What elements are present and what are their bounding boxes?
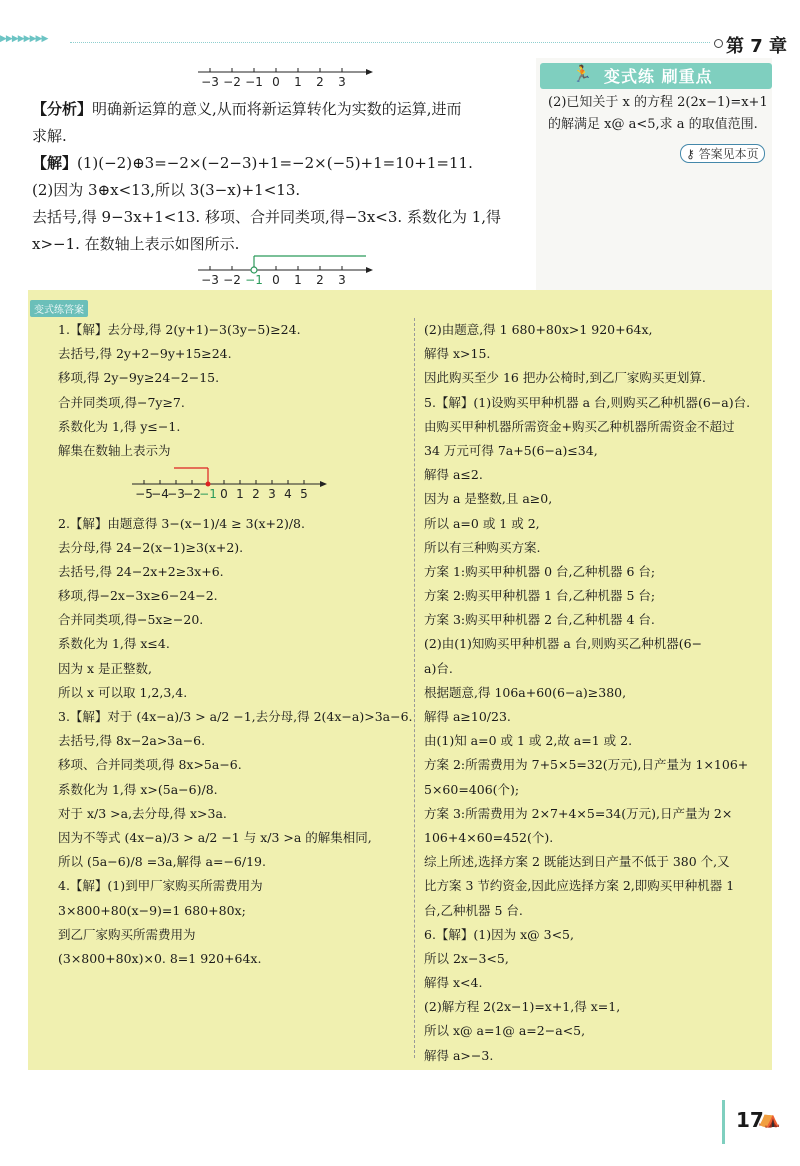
tick-label: −3: [167, 487, 185, 500]
answer-line: 所以有三种购买方案.: [424, 539, 541, 555]
answer-line: 106+4×60=452(个).: [424, 829, 554, 845]
header-arrows-decoration: ▶▶▶▶▶▶▶▶: [0, 34, 48, 44]
answer-line: 综上所述,选择方案 2 既能达到日产量不低于 380 个,又: [424, 854, 730, 870]
tick-label: −5: [135, 487, 153, 500]
answer-line: 方案 3:购买甲种机器 2 台,乙种机器 4 台.: [424, 612, 655, 628]
answer-line: 6.【解】(1)因为 x@ 3<5,: [424, 926, 574, 942]
answer-line: 台,乙种机器 5 台.: [424, 902, 523, 918]
answer-line: 对于 x/3 >a,去分母,得 x>3a.: [58, 805, 227, 821]
answer-line: 解得 a>−3.: [424, 1047, 494, 1063]
exercise-line: (2)已知关于 x 的方程 2(2x−1)=x+1: [548, 95, 768, 110]
answer-line: 3×800+80(x−9)=1 680+80x;: [58, 902, 246, 918]
tick-label: −2: [223, 75, 241, 89]
analysis-line: 求解.: [32, 127, 67, 145]
solution-line: (2)因为 3⊕x<13,所以 3(3−x)+1<13.: [32, 181, 301, 199]
answer-line: 所以 (5a−6)/8 =3a,解得 a=−6/19.: [58, 854, 266, 870]
solution-number-line: [196, 250, 376, 288]
answer-line: 解得 a≥10/23.: [424, 709, 511, 724]
header-dotted-rule: [70, 42, 710, 43]
answer-line: (3×800+80x)×0. 8=1 920+64x.: [58, 950, 262, 966]
answer-line: 去分母,得 24−2(x−1)≥3(x+2).: [58, 539, 244, 555]
answer-line: 方案 3:所需费用为 2×7+4×5=34(万元),日产量为 2×: [424, 805, 733, 821]
answers-left-column: [58, 318, 413, 971]
answer-line: 所以 x@ a=1@ a=2−a<5,: [424, 1023, 586, 1039]
tick-label: 0: [272, 75, 280, 89]
answer-line: 4.【解】(1)到甲厂家购买所需费用为: [58, 878, 263, 894]
axis-arrow-icon: [366, 267, 373, 273]
answer-line: 移项、合并同类项,得 8x>5a−6.: [58, 757, 242, 773]
tick-label: 2: [316, 75, 324, 89]
closed-circle-marker: [206, 482, 211, 487]
answer1-number-line: [130, 460, 330, 504]
tick-label: 2: [316, 273, 324, 284]
answer-line: 2.【解】由题意得 3−(x−1)/4 ≥ 3(x+2)/8.: [58, 515, 305, 531]
exercise-line: 的解满足 x@ a<5,求 a 的取值范围.: [548, 117, 758, 132]
answer-line: 由购买甲种机器所需资金+购买乙种机器所需资金不超过: [424, 418, 735, 434]
answer-line: 解得 x<4.: [424, 975, 483, 991]
answer-line: 因为 a 是整数,且 a≥0,: [424, 491, 553, 507]
tick-label: 2: [252, 487, 260, 500]
tick-label: 4: [284, 487, 292, 500]
tick-label: −1: [199, 487, 217, 500]
page-number-bar: [722, 1100, 725, 1144]
solution-label: 【解】: [32, 154, 78, 172]
key-icon: ⚷: [686, 147, 699, 161]
column-divider: [414, 318, 415, 1058]
answer-line: a)台.: [424, 660, 453, 676]
analysis-label: 【分析】: [32, 100, 93, 118]
answer-line: 3.【解】对于 (4x−a)/3 > a/2 −1,去分母,得 2(4x−a)>3a−6.: [58, 709, 413, 724]
answers-tag: 变式练答案: [30, 300, 88, 317]
answer-line: 移项,得 2y−9y≥24−2−15.: [58, 370, 220, 386]
analysis-block: [32, 96, 532, 258]
answer-line: 合并同类项,得−5x≥−20.: [58, 612, 204, 628]
axis-arrow-icon: [366, 69, 373, 75]
answer-line: 所以 2x−3<5,: [424, 950, 509, 966]
tick-label: 1: [294, 75, 302, 89]
student-figure-icon: 🏃: [572, 64, 592, 83]
answer-line: 系数化为 1,得 x≤4.: [58, 636, 170, 652]
answer-line: 比方案 3 节约资金,因此应选择方案 2,即购买甲种机器 1: [424, 878, 735, 894]
tick-label: 3: [268, 487, 276, 500]
axis-arrow-icon: [320, 481, 327, 487]
answer-line: (2)由题意,得 1 680+80x>1 920+64x,: [424, 322, 653, 337]
solution-line: x>−1. 在数轴上表示如图所示.: [32, 235, 240, 253]
tick-label: −1: [245, 75, 263, 89]
tick-label: 5: [300, 487, 308, 500]
tick-label: −1: [245, 273, 263, 284]
chapter-bullet-icon: [714, 39, 723, 48]
answer-line: (2)由(1)知购买甲种机器 a 台,则购买乙种机器(6−: [424, 636, 703, 652]
answer-line: 因为 x 是正整数,: [58, 660, 152, 676]
answer-line: 方案 1:购买甲种机器 0 台,乙种机器 6 台;: [424, 563, 656, 579]
answer-link-label: 答案见本页: [698, 147, 759, 161]
exercise-question: [548, 92, 772, 136]
answer-line: 移项,得−2x−3x≥6−24−2.: [58, 588, 218, 604]
answer-line: 去括号,得 24−2x+2≥3x+6.: [58, 563, 224, 579]
answer-line: 5.【解】(1)设购买甲种机器 a 台,则购买乙种机器(6−a)台.: [424, 394, 751, 410]
page-number: 17: [736, 1108, 764, 1132]
tick-label: 3: [338, 273, 346, 284]
tick-label: 0: [272, 273, 280, 284]
tick-label: 1: [236, 487, 244, 500]
exercise-title: 变式练 刷重点: [604, 67, 713, 86]
tick-label: −3: [201, 273, 219, 284]
answer-line: 因为不等式 (4x−a)/3 > a/2 −1 与 x/3 >a 的解集相同,: [58, 829, 372, 845]
solution-line: 去括号,得 9−3x+1<13. 移项、合并同类项,得−3x<3. 系数化为 1,得: [32, 208, 502, 226]
answer-line: 根据题意,得 106a+60(6−a)≥380,: [424, 684, 627, 700]
tick-label: −3: [201, 75, 219, 89]
top-number-line: [196, 64, 376, 94]
open-circle-marker: [251, 267, 257, 273]
logo-icon: ⛺: [758, 1108, 781, 1129]
answer-line: 去括号,得 2y+2−9y+15≥24.: [58, 346, 232, 362]
analysis-line: 明确新运算的意义,从而将新运算转化为实数的运算,进而: [92, 100, 462, 118]
answer-line: 方案 2:购买甲种机器 1 台,乙种机器 5 台;: [424, 588, 656, 604]
answer-line: (2)解方程 2(2x−1)=x+1,得 x=1,: [424, 999, 621, 1015]
answer-line: 解集在数轴上表示为: [58, 442, 171, 458]
chapter-label: 第 7 章: [726, 36, 788, 57]
answer-line: 所以 x 可以取 1,2,3,4.: [58, 684, 188, 700]
answer-line: 方案 2:所需费用为 7+5×5=32(万元),日产量为 1×106+: [424, 757, 749, 773]
tick-label: 3: [338, 75, 346, 89]
answer-line: 解得 x>15.: [424, 346, 491, 362]
tick-label: −4: [151, 487, 169, 500]
answer-line: 5×60=406(个);: [424, 781, 520, 797]
tick-label: −2: [223, 273, 241, 284]
answer-line: 去括号,得 8x−2a>3a−6.: [58, 733, 206, 749]
answers-right-column: [424, 318, 770, 1068]
tick-label: 0: [220, 487, 228, 500]
answer-line: 系数化为 1,得 y≤−1.: [58, 418, 181, 434]
tick-label: −2: [183, 487, 201, 500]
solution-line: (1)(−2)⊕3=−2×(−2−3)+1=−2×(−5)+1=10+1=11.: [77, 154, 473, 172]
answer-line: 由(1)知 a=0 或 1 或 2,故 a=1 或 2.: [424, 733, 633, 749]
tick-label: 1: [294, 273, 302, 284]
answer-line: 合并同类项,得−7y≥7.: [58, 394, 185, 410]
answer-line: 1.【解】去分母,得 2(y+1)−3(3y−5)≥24.: [58, 322, 301, 337]
answer-line: 到乙厂家购买所需费用为: [58, 926, 196, 942]
answer-line: 因此购买至少 16 把办公椅时,到乙厂家购买更划算.: [424, 370, 706, 386]
answer-line: 系数化为 1,得 x>(5a−6)/8.: [58, 781, 218, 797]
answer-line: 解得 a≤2.: [424, 467, 483, 483]
answer-line: 所以 a=0 或 1 或 2,: [424, 515, 540, 531]
answer-link[interactable]: [680, 144, 765, 163]
answer-line: 34 万元可得 7a+5(6−a)≤34,: [424, 442, 598, 458]
